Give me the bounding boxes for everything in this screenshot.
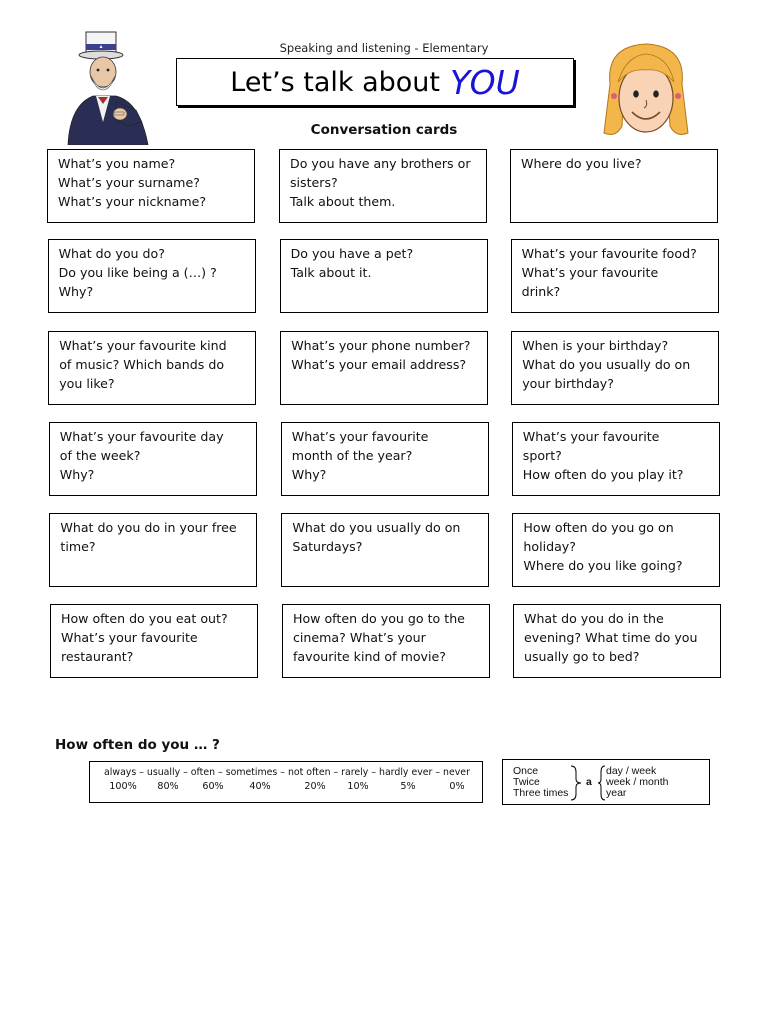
frequency-scale-box bbox=[89, 761, 483, 803]
card-question-line: What do you do? bbox=[58, 246, 165, 261]
card-question-line: What’s your nickname? bbox=[58, 194, 207, 209]
card-question-line: favourite kind of movie? bbox=[293, 649, 446, 664]
card-question-line: What do you usually do on bbox=[292, 520, 461, 535]
percent-label: 100% bbox=[109, 781, 137, 792]
card-question-line: Do you like being a (…) ? bbox=[58, 265, 217, 280]
percent-label: 60% bbox=[202, 781, 224, 792]
card-question-line: What’s your favourite bbox=[521, 265, 659, 280]
title-box bbox=[176, 58, 574, 106]
conversation-card bbox=[47, 149, 255, 223]
card-question-line: What do you do in your free bbox=[60, 520, 237, 535]
card-question-line: holiday? bbox=[523, 539, 576, 554]
conversation-card bbox=[50, 604, 258, 678]
times-option: Once bbox=[513, 765, 539, 777]
card-question-line: Why? bbox=[59, 467, 95, 482]
card-question-line: Where do you like going? bbox=[523, 558, 683, 573]
cards-heading: Conversation cards bbox=[310, 122, 458, 138]
card-question-line: How often do you play it? bbox=[522, 467, 684, 482]
card-question-line: of the week? bbox=[59, 448, 141, 463]
percent-label: 10% bbox=[347, 781, 369, 792]
card-question-line: What’s your favourite food? bbox=[521, 246, 697, 261]
percent-label: 80% bbox=[157, 781, 179, 792]
conversation-card bbox=[49, 513, 257, 587]
card-question-line: Why? bbox=[291, 467, 327, 482]
card-question-line: of music? Which bands do bbox=[59, 357, 225, 372]
conversation-card bbox=[281, 422, 489, 496]
card-question-line: What’s your favourite day bbox=[59, 429, 224, 444]
times-right-column bbox=[606, 766, 668, 799]
card-question-line: restaurant? bbox=[61, 649, 134, 664]
conversation-card bbox=[48, 239, 256, 313]
how-often-heading: How often do you … ? bbox=[55, 737, 220, 753]
conversation-card bbox=[49, 422, 257, 496]
period-option: week / month bbox=[606, 776, 669, 788]
card-question-line: How often do you eat out? bbox=[61, 611, 228, 626]
subtitle: Speaking and listening - Elementary bbox=[279, 41, 489, 55]
card-question-line: cinema? What’s your bbox=[293, 630, 426, 645]
conversation-card bbox=[282, 604, 490, 678]
percent-label: 0% bbox=[449, 781, 465, 792]
card-question-line: month of the year? bbox=[291, 448, 413, 463]
right-brace-icon bbox=[569, 764, 583, 802]
title-highlight: YOU bbox=[450, 62, 520, 102]
article-a: a bbox=[586, 776, 592, 788]
conversation-card bbox=[279, 149, 487, 223]
card-question-line: Saturdays? bbox=[292, 539, 363, 554]
conversation-card bbox=[510, 149, 718, 223]
card-question-line: sport? bbox=[522, 448, 562, 463]
card-question-line: Where do you live? bbox=[521, 156, 642, 171]
card-question-line: Do you have a pet? bbox=[290, 246, 414, 261]
card-question-line: How often do you go on bbox=[523, 520, 674, 535]
card-question-line: your birthday? bbox=[522, 376, 614, 391]
conversation-card bbox=[280, 331, 488, 405]
card-question-line: What’s your surname? bbox=[58, 175, 200, 190]
card-question-line: What’s your email address? bbox=[291, 357, 467, 372]
card-question-line: Do you have any brothers or bbox=[290, 156, 471, 171]
card-question-line: How often do you go to the bbox=[293, 611, 465, 626]
percent-label: 40% bbox=[249, 781, 271, 792]
card-question-line: drink? bbox=[521, 284, 561, 299]
conversation-card bbox=[511, 239, 719, 313]
conversation-card bbox=[512, 422, 720, 496]
times-option: Three times bbox=[513, 787, 569, 799]
times-option: Twice bbox=[513, 776, 540, 788]
period-option: year bbox=[606, 787, 627, 799]
card-question-line: What’s your favourite kind bbox=[59, 338, 227, 353]
card-question-line: Talk about it. bbox=[290, 265, 372, 280]
card-question-line: What’s your favourite bbox=[522, 429, 660, 444]
card-question-line: What do you usually do on bbox=[522, 357, 691, 372]
conversation-card bbox=[513, 604, 721, 678]
page-title: Let’s talk about bbox=[230, 66, 441, 98]
percent-label: 5% bbox=[400, 781, 416, 792]
times-left-column bbox=[513, 766, 568, 799]
times-table-box bbox=[502, 759, 710, 805]
card-question-line: you like? bbox=[59, 376, 115, 391]
conversation-card bbox=[48, 331, 256, 405]
card-question-line: usually go to bed? bbox=[524, 649, 640, 664]
card-question-line: What do you do in the bbox=[524, 611, 664, 626]
conversation-card bbox=[280, 239, 488, 313]
card-question-line: evening? What time do you bbox=[524, 630, 698, 645]
frequency-words: always – usually – often – sometimes – not often – rarely – hardly ever – never bbox=[104, 767, 470, 778]
card-question-line: sisters? bbox=[290, 175, 338, 190]
card-question-line: Talk about them. bbox=[290, 194, 396, 209]
card-question-line: time? bbox=[60, 539, 96, 554]
period-option: day / week bbox=[606, 765, 657, 777]
card-question-line: What’s your favourite bbox=[61, 630, 198, 645]
card-question-line: What’s your favourite bbox=[291, 429, 429, 444]
card-question-line: What’s your phone number? bbox=[291, 338, 471, 353]
card-question-line: When is your birthday? bbox=[522, 338, 669, 353]
card-question-line: Why? bbox=[58, 284, 94, 299]
card-question-line: What’s you name? bbox=[58, 156, 176, 171]
percent-label: 20% bbox=[304, 781, 326, 792]
conversation-card bbox=[512, 513, 720, 587]
conversation-card bbox=[281, 513, 489, 587]
conversation-card bbox=[511, 331, 719, 405]
